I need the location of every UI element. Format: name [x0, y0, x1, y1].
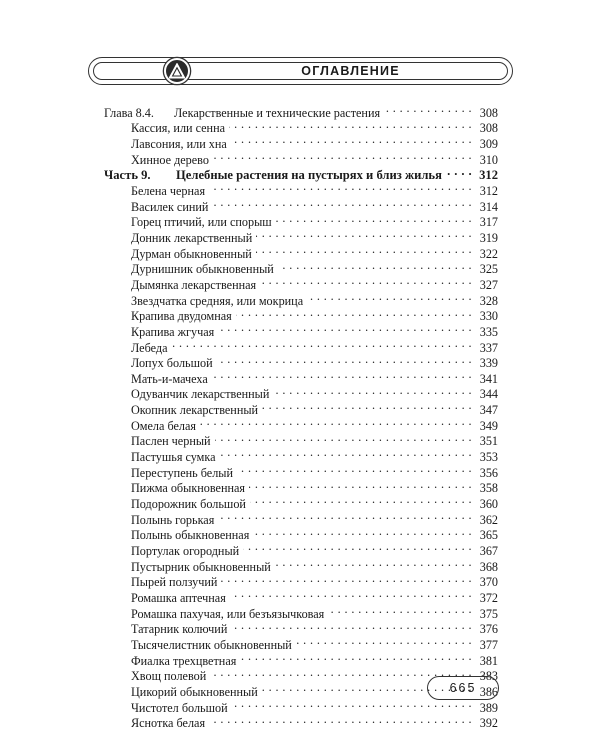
dot-leader: [217, 352, 472, 368]
entry-page: 330: [479, 309, 498, 324]
table-of-contents: [104, 101, 498, 731]
entry-title: Хвощ полевой: [131, 669, 207, 684]
dot-leader: [276, 211, 472, 227]
part-items: [104, 179, 498, 731]
dot-leader: [218, 320, 472, 336]
entry-page: 335: [479, 324, 498, 339]
entry-page: 337: [479, 340, 498, 355]
entry-page: 312: [479, 183, 498, 198]
part-page: 312: [479, 168, 498, 183]
dot-leader: [243, 539, 472, 555]
entry-title: Полынь горькая: [131, 512, 215, 527]
entry-page: 368: [479, 559, 498, 574]
entry-page: 377: [479, 637, 498, 652]
dot-leader: [230, 586, 472, 602]
dot-leader: [221, 571, 472, 587]
entry-title: Татарник колючий: [131, 622, 228, 637]
entry-title: Горец птичий, или спорыш: [131, 215, 272, 230]
entry-page: 319: [479, 230, 498, 245]
dot-leader: [218, 508, 472, 524]
entry-page: 356: [479, 465, 498, 480]
entry-page: 314: [479, 199, 498, 214]
entry-title: Донник лекарственный: [131, 230, 253, 245]
entry-page: 309: [479, 136, 498, 151]
dot-leader: [240, 649, 472, 665]
dot-leader: [278, 258, 472, 274]
dot-leader: [212, 367, 472, 383]
entry-title: Пастушья сумка: [131, 450, 216, 465]
entry-title: Пижма обыкновенная: [131, 481, 246, 496]
dot-leader: [262, 398, 472, 414]
entry-title: Пырей ползучий: [131, 575, 218, 590]
entry-page: 370: [479, 575, 498, 590]
entry-title: Ромашка аптечная: [131, 591, 226, 605]
entry-page: 376: [479, 622, 498, 637]
dot-leader: [260, 273, 472, 289]
dot-leader: [231, 132, 472, 148]
entry-title: Лавсония, или хна: [131, 136, 227, 151]
entry-title: Кассия, или сенна: [131, 121, 226, 136]
entry-page: 327: [479, 277, 498, 292]
dot-leader: [212, 195, 472, 211]
entry-page: 375: [479, 606, 498, 621]
entry-title: Мать-и-мачеха: [131, 371, 208, 386]
dot-leader: [249, 477, 472, 493]
entry-page: 341: [479, 371, 498, 386]
dot-leader: [296, 633, 472, 649]
entry-title: Полынь обыкновенная: [131, 528, 250, 543]
chapter-title: Лекарственные и технические растения: [174, 105, 381, 120]
entry-title: Дурнишник обыкновенный: [131, 262, 274, 277]
entry-title: Крапива жгучая: [131, 324, 215, 339]
dot-leader: [256, 242, 472, 258]
dot-leader: [307, 289, 472, 305]
entry-title: Чистотел большой: [131, 700, 228, 715]
entry-page: 328: [479, 293, 498, 308]
entry-title: Дымянка лекарственная: [131, 277, 257, 292]
entry-page: 381: [479, 653, 498, 668]
entry-title: Белена черная: [131, 183, 206, 198]
dot-leader: [231, 618, 472, 634]
entry-page: 325: [479, 262, 498, 277]
entry-page: 386: [479, 684, 498, 699]
entry-title: Тысячелистник обыкновенный: [131, 637, 292, 652]
dot-leader: [229, 117, 472, 133]
entry-page: 358: [479, 481, 498, 496]
entry-title: Фиалка трехцветная: [131, 653, 237, 668]
dot-leader: [209, 179, 472, 195]
entry-title: Лебеда: [131, 340, 168, 355]
entry-page: 308: [479, 121, 498, 136]
chapter-items: [104, 117, 498, 167]
entry-page: 365: [479, 528, 498, 543]
chapter-page: 308: [479, 105, 498, 120]
entry-title: Василек синий: [131, 199, 209, 214]
dot-leader: [446, 164, 472, 180]
entry-page: 317: [479, 215, 498, 230]
dot-leader: [172, 336, 473, 352]
dot-leader: [220, 445, 472, 461]
entry-title: Одуванчик лекарственный: [131, 387, 270, 402]
entry-page: 349: [479, 418, 498, 433]
entry-page: 392: [479, 716, 498, 731]
entry-page: 389: [479, 700, 498, 715]
entry-page: 360: [479, 497, 498, 512]
dot-leader: [384, 101, 472, 117]
entry-title: Переступень белый: [131, 465, 233, 480]
entry-title: Хинное дерево: [131, 152, 209, 167]
entry-title: Окопник лекарственный: [131, 403, 259, 418]
entry-title: Подорожник большой: [131, 497, 246, 512]
entry-title: Ромашка пахучая, или безъязычковая: [131, 606, 325, 621]
entry-page: 351: [479, 434, 498, 449]
entry-title: Портулак огородный: [131, 544, 240, 559]
dot-leader: [236, 305, 472, 321]
dot-leader: [273, 383, 472, 399]
triangle-emblem-icon: [164, 58, 190, 84]
part-title: Целебные растения на пустырях и близ жилья: [176, 168, 442, 183]
dot-leader: [213, 148, 472, 164]
entry-page: 362: [479, 512, 498, 527]
entry-title: Крапива двудомная: [131, 309, 232, 324]
entry-title: Дурман обыкновенный: [131, 246, 252, 261]
dot-leader: [253, 524, 472, 540]
entry-title: Пустырник обыкновенный: [131, 559, 271, 574]
dot-leader: [256, 226, 472, 242]
dot-leader: [237, 461, 472, 477]
entry-title: Омела белая: [131, 418, 197, 433]
entry-page: 353: [479, 450, 498, 465]
page-number: 665: [427, 676, 499, 700]
header-banner: [88, 57, 513, 85]
toc-chapter-row[interactable]: [104, 101, 498, 120]
dot-leader: [200, 414, 472, 430]
dot-leader: [250, 492, 472, 508]
chapter-number: Глава 8.4.: [104, 105, 154, 120]
entry-title: Звездчатка средняя, или мокрица: [131, 293, 304, 308]
entry-page: 322: [479, 246, 498, 261]
entry-page: 344: [479, 387, 498, 402]
entry-page: 339: [479, 356, 498, 371]
dot-leader: [209, 712, 472, 728]
entry-page: 347: [479, 403, 498, 418]
entry-title: Цикорий обыкновенный: [131, 684, 258, 699]
entry-title: Яснотка белая: [131, 716, 206, 731]
dot-leader: [215, 430, 472, 446]
dot-leader: [275, 555, 472, 571]
entry-title: Лопух большой: [131, 356, 213, 371]
entry-page: 372: [479, 591, 498, 605]
part-number: Часть 9.: [104, 168, 151, 183]
entry-page: 383: [479, 669, 498, 684]
entry-page: 310: [479, 152, 498, 167]
dot-leader: [328, 602, 472, 618]
page-title: ОГЛАВЛЕНИЕ: [301, 64, 400, 78]
entry-page: 367: [479, 544, 498, 559]
entry-title: Паслен черный: [131, 434, 211, 449]
